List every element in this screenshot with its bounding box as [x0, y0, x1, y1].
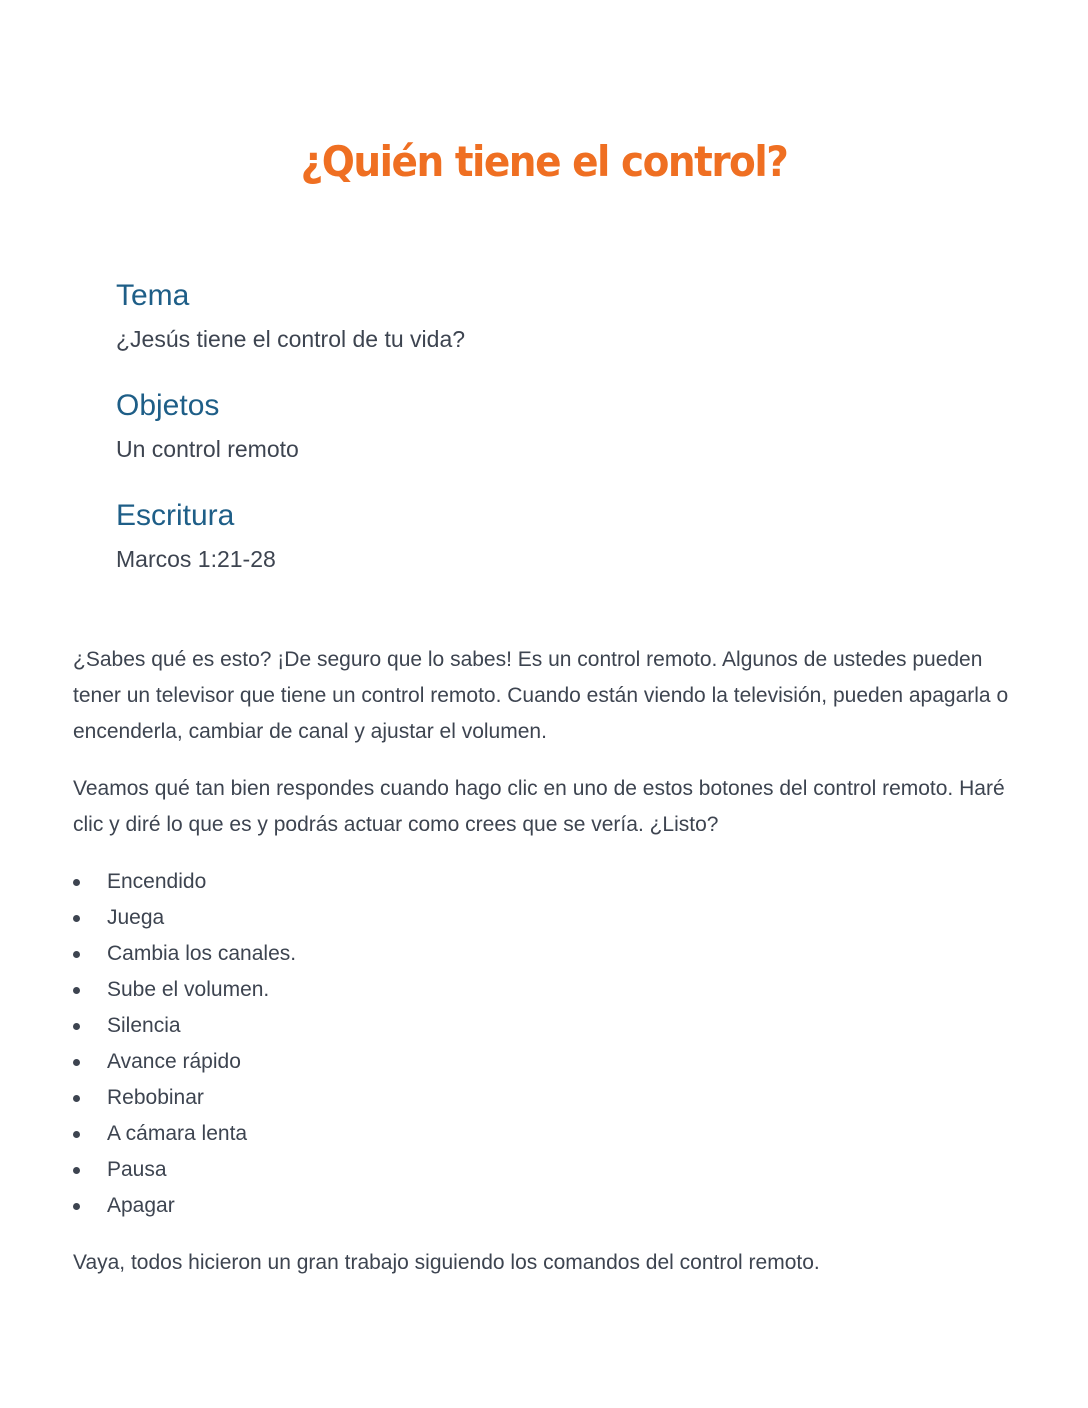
list-item-label: Avance rápido [107, 1050, 241, 1073]
list-item-label: Cambia los canales. [107, 942, 297, 965]
list-item-label: Encendido [107, 870, 207, 893]
list-item-label: Pausa [107, 1158, 167, 1181]
theme-value: ¿Jesús tiene el control de tu vida? [116, 326, 466, 352]
instructions-paragraph: Veamos qué tan bien respondes cuando hago clic en uno de estos botones del control remoto. Haré clic y diré lo que es y podrás actuar como crees que se vería. ¿Listo? [73, 777, 1005, 836]
scripture-section [116, 494, 1016, 580]
bullet-icon [73, 1167, 80, 1174]
list-item-label: Juega [107, 906, 165, 929]
scripture-heading: Escritura [116, 499, 235, 532]
bullet-icon [73, 1059, 80, 1066]
lesson-body [73, 642, 1023, 1302]
list-item [73, 1044, 1023, 1080]
list-item [73, 864, 1023, 900]
list-item [73, 1080, 1023, 1116]
closing-paragraph: Vaya, todos hicieron un gran trabajo siguiendo los comandos del control remoto. [73, 1251, 820, 1274]
objects-section [116, 384, 1016, 470]
bullet-icon [73, 879, 80, 886]
list-item-label: Silencia [107, 1014, 181, 1037]
bullet-icon [73, 1023, 80, 1030]
list-item-label: A cámara lenta [107, 1122, 248, 1145]
objects-heading: Objetos [116, 389, 220, 422]
scripture-value: Marcos 1:21-28 [116, 546, 276, 572]
list-item [73, 1008, 1023, 1044]
lesson-meta [116, 274, 1016, 604]
bullet-icon [73, 1095, 80, 1102]
bullet-icon [73, 987, 80, 994]
list-item [73, 972, 1023, 1008]
bullet-icon [73, 951, 80, 958]
list-item [73, 1188, 1023, 1224]
list-item [73, 1116, 1023, 1152]
objects-value: Un control remoto [116, 436, 299, 462]
list-item-label: Sube el volumen. [107, 978, 270, 1001]
list-item [73, 1152, 1023, 1188]
intro-paragraph: ¿Sabes qué es esto? ¡De seguro que lo sabes! Es un control remoto. Algunos de ustedes pueden tener un televisor que tiene un control remoto. Cuando están viendo la televisión, pueden apagarla o encenderla, cambiar de canal y ajustar el volumen. [73, 648, 1009, 743]
list-item-label: Apagar [107, 1194, 175, 1217]
bullet-icon [73, 915, 80, 922]
theme-heading: Tema [116, 279, 190, 312]
bullet-icon [73, 1203, 80, 1210]
page-title: ¿Quién tiene el control? [300, 138, 788, 187]
command-list [73, 864, 1023, 1224]
bullet-icon [73, 1131, 80, 1138]
list-item [73, 936, 1023, 972]
list-item [73, 900, 1023, 936]
list-item-label: Rebobinar [107, 1086, 204, 1109]
theme-section [116, 274, 1016, 360]
